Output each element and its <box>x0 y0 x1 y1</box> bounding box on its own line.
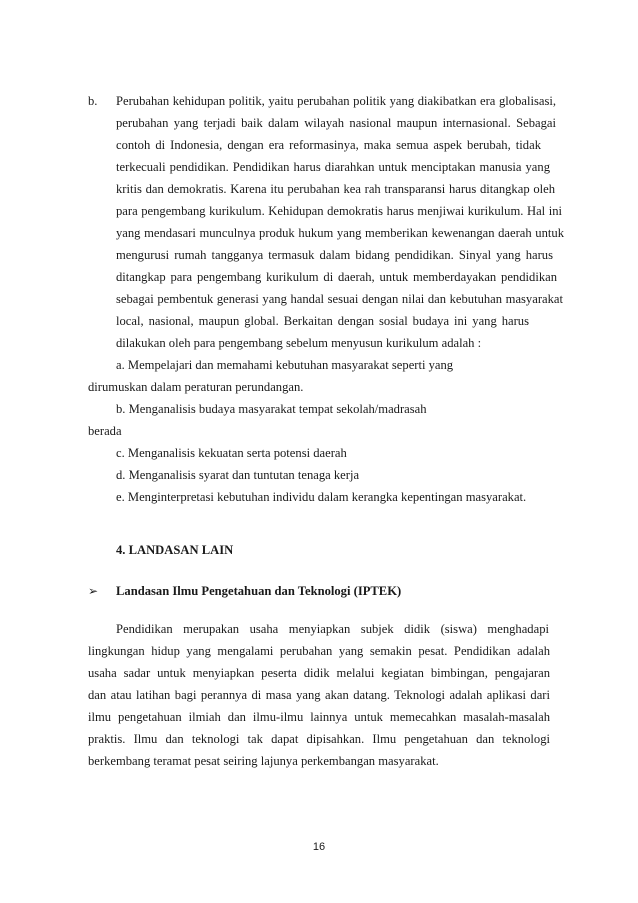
body-line: lingkungan hidup yang mengalami perubahan yang semakin pesat. Pendidikan adalah <box>88 644 550 658</box>
list-marker-b: b. <box>88 94 98 108</box>
body-line: mengurusi rumah tangganya termasuk dalam bidang pendidikan. Sinyal yang harus <box>116 248 553 262</box>
sub-item-a-continuation: dirumuskan dalam peraturan perundangan. <box>88 380 304 394</box>
body-line: ditangkap para pengembang kurikulum di daerah, untuk memberdayakan pendidikan <box>116 270 557 284</box>
body-line: local, nasional, maupun global. Berkaitan dengan sosial budaya ini yang harus <box>116 314 529 328</box>
body-line: contoh di Indonesia, dengan era reformasinya, maka semua aspek berubah, tidak <box>116 138 541 152</box>
sub-item-a: a. Mempelajari dan memahami kebutuhan masyarakat seperti yang <box>116 358 454 372</box>
section-heading: 4. LANDASAN LAIN <box>116 543 234 557</box>
sub-item-d: d. Menganalisis syarat dan tuntutan tenaga kerja <box>116 468 360 482</box>
sub-item-b: b. Menganalisis budaya masyarakat tempat sekolah/madrasah <box>116 402 427 416</box>
body-line: terkecuali pendidikan. Pendidikan harus diarahkan untuk menciptakan manusia yang <box>116 160 550 174</box>
arrow-bullet-icon: ➢ <box>88 584 99 598</box>
body-line: dilakukan oleh para pengembang sebelum menyusun kurikulum adalah : <box>116 336 482 350</box>
body-line: usaha sadar untuk menyiapkan peserta didik melalui kegiatan bimbingan, pengajaran <box>88 666 550 680</box>
sub-heading: Landasan Ilmu Pengetahuan dan Teknologi (IPTEK) <box>116 584 402 598</box>
body-line: sebagai pembentuk generasi yang handal sesuai dengan nilai dan kebutuhan masyarakat <box>116 292 563 306</box>
body-line: Perubahan kehidupan politik, yaitu perubahan politik yang diakibatkan era globalisasi, <box>116 94 556 108</box>
body-line: ilmu pengetahuan ilmiah dan ilmu-ilmu lainnya untuk memecahkan masalah-masalah <box>88 710 550 724</box>
body-line: praktis. Ilmu dan teknologi tak dapat dipisahkan. Ilmu pengetahuan dan teknologi <box>88 732 550 746</box>
sub-item-e: e. Menginterpretasi kebutuhan individu dalam kerangka kepentingan masyarakat. <box>116 490 527 504</box>
body-line: kritis dan demokratis. Karena itu perubahan kea rah transparansi harus ditangkap oleh <box>116 182 555 196</box>
body-line: Pendidikan merupakan usaha menyiapkan subjek didik (siswa) menghadapi <box>116 622 549 636</box>
body-line: dan atau latihan bagi perannya di masa yang akan datang. Teknologi adalah aplikasi dari <box>88 688 550 702</box>
body-line: perubahan yang terjadi baik dalam wilayah nasional maupun internasional. Sebagai <box>116 116 556 130</box>
body-line: berkembang teramat pesat seiring lajunya perkembangan masyarakat. <box>88 754 439 768</box>
sub-item-b-continuation: berada <box>88 424 122 438</box>
body-line: para pengembang kurikulum. Kehidupan demokratis harus menjiwai kurikulum. Hal ini <box>116 204 562 218</box>
sub-item-c: c. Menganalisis kekuatan serta potensi daerah <box>116 446 347 460</box>
page-number: 16 <box>312 841 326 853</box>
body-line: yang mendasari munculnya produk hukum yang memberikan kewenangan daerah untuk <box>116 226 564 240</box>
